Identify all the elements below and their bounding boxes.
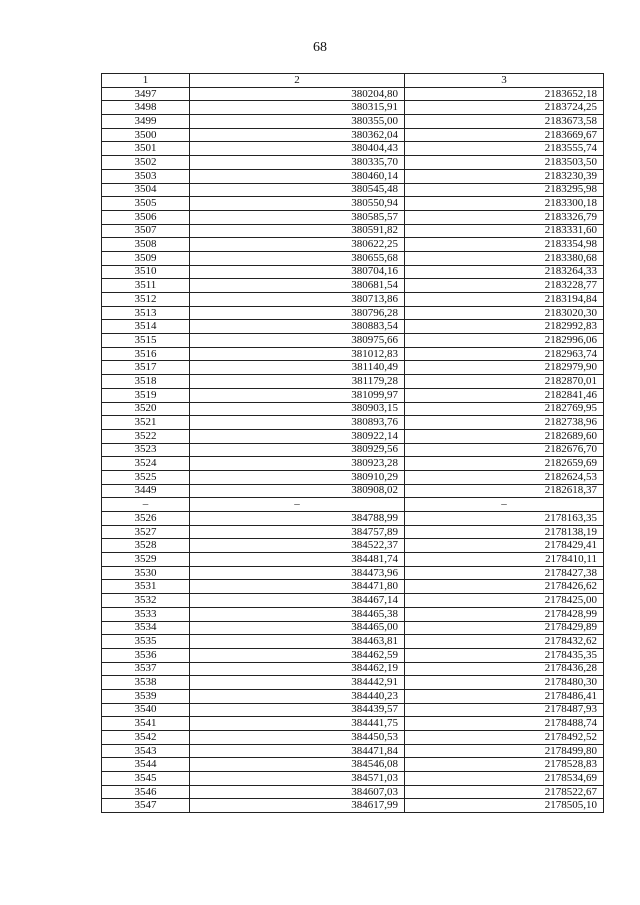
x-coordinate-cell: 380922,14 — [190, 429, 405, 443]
x-coordinate-cell: 381179,28 — [190, 375, 405, 389]
point-number-cell: 3497 — [102, 87, 190, 101]
table-row — [102, 265, 604, 279]
x-coordinate-cell: 380362,04 — [190, 128, 405, 142]
point-number-cell: 3527 — [102, 525, 190, 539]
x-coordinate-cell: 384465,00 — [190, 621, 405, 635]
point-number-cell: 3541 — [102, 717, 190, 731]
table-row — [102, 361, 604, 375]
table-row — [102, 388, 604, 402]
y-coordinate-cell: 2178425,00 — [405, 594, 604, 608]
point-number-cell: 3518 — [102, 375, 190, 389]
y-coordinate-cell: 2182996,06 — [405, 334, 604, 348]
point-number-cell: 3504 — [102, 183, 190, 197]
table-row — [102, 703, 604, 717]
x-coordinate-cell: 384607,03 — [190, 785, 405, 799]
point-number-cell: 3525 — [102, 470, 190, 484]
table-row — [102, 662, 604, 676]
table-row — [102, 197, 604, 211]
point-number-cell: 3524 — [102, 457, 190, 471]
table-row — [102, 320, 604, 334]
table-row — [102, 347, 604, 361]
point-number-cell: 3512 — [102, 293, 190, 307]
table-row — [102, 676, 604, 690]
column-header-2: 2 — [190, 74, 405, 88]
y-coordinate-cell: 2178492,52 — [405, 731, 604, 745]
point-number-cell: 3542 — [102, 731, 190, 745]
y-coordinate-cell: 2178487,93 — [405, 703, 604, 717]
point-number-cell: 3517 — [102, 361, 190, 375]
y-coordinate-cell: 2182979,90 — [405, 361, 604, 375]
point-number-cell: 3534 — [102, 621, 190, 635]
x-coordinate-cell: 380923,28 — [190, 457, 405, 471]
point-number-cell: 3515 — [102, 334, 190, 348]
y-coordinate-cell: 2178432,62 — [405, 635, 604, 649]
x-coordinate-cell: 381099,97 — [190, 388, 405, 402]
table-row — [102, 375, 604, 389]
x-coordinate-cell: 384757,89 — [190, 525, 405, 539]
y-coordinate-cell: 2182963,74 — [405, 347, 604, 361]
point-number-cell: 3503 — [102, 169, 190, 183]
y-coordinate-cell: 2178528,83 — [405, 758, 604, 772]
y-coordinate-cell: 2183669,67 — [405, 128, 604, 142]
point-number-cell: 3516 — [102, 347, 190, 361]
y-coordinate-cell: 2178522,67 — [405, 785, 604, 799]
point-number-cell: 3538 — [102, 676, 190, 690]
point-number-cell: 3510 — [102, 265, 190, 279]
y-coordinate-cell: 2183300,18 — [405, 197, 604, 211]
x-coordinate-cell: 380883,54 — [190, 320, 405, 334]
point-number-cell: 3540 — [102, 703, 190, 717]
point-number-cell: 3511 — [102, 279, 190, 293]
x-coordinate-cell: 380929,56 — [190, 443, 405, 457]
table-row — [102, 731, 604, 745]
y-coordinate-cell: 2182659,69 — [405, 457, 604, 471]
point-number-cell: 3537 — [102, 662, 190, 676]
y-coordinate-cell: 2183652,18 — [405, 87, 604, 101]
x-coordinate-cell: 380908,02 — [190, 484, 405, 498]
x-coordinate-cell: 384467,14 — [190, 594, 405, 608]
y-coordinate-cell: 2178429,41 — [405, 539, 604, 553]
y-coordinate-cell: 2178428,99 — [405, 607, 604, 621]
table-row — [102, 210, 604, 224]
point-number-cell: – — [102, 498, 190, 512]
table-row — [102, 416, 604, 430]
x-coordinate-cell: 384473,96 — [190, 566, 405, 580]
point-number-cell: 3546 — [102, 785, 190, 799]
x-coordinate-cell: 384442,91 — [190, 676, 405, 690]
point-number-cell: 3529 — [102, 553, 190, 567]
table-row — [102, 607, 604, 621]
x-coordinate-cell: 384788,99 — [190, 512, 405, 526]
x-coordinate-cell: 384462,59 — [190, 648, 405, 662]
x-coordinate-cell: 380893,76 — [190, 416, 405, 430]
table-row — [102, 758, 604, 772]
point-number-cell: 3532 — [102, 594, 190, 608]
y-coordinate-cell: 2182738,96 — [405, 416, 604, 430]
table-row — [102, 169, 604, 183]
x-coordinate-cell: 384471,84 — [190, 744, 405, 758]
table-row — [102, 457, 604, 471]
table-row — [102, 525, 604, 539]
point-number-cell: 3543 — [102, 744, 190, 758]
table-row — [102, 306, 604, 320]
y-coordinate-cell: 2182992,83 — [405, 320, 604, 334]
y-coordinate-cell: 2178429,89 — [405, 621, 604, 635]
y-coordinate-cell: 2183673,58 — [405, 115, 604, 129]
table-row — [102, 429, 604, 443]
point-number-cell: 3530 — [102, 566, 190, 580]
x-coordinate-cell: 384617,99 — [190, 799, 405, 813]
x-coordinate-cell: 380681,54 — [190, 279, 405, 293]
table-row — [102, 238, 604, 252]
x-coordinate-cell: 380903,15 — [190, 402, 405, 416]
table-row — [102, 224, 604, 238]
x-coordinate-cell: 380591,82 — [190, 224, 405, 238]
x-coordinate-cell: 380713,86 — [190, 293, 405, 307]
point-number-cell: 3522 — [102, 429, 190, 443]
table-row — [102, 689, 604, 703]
point-number-cell: 3520 — [102, 402, 190, 416]
y-coordinate-cell: 2183331,60 — [405, 224, 604, 238]
table-row — [102, 594, 604, 608]
table-row — [102, 279, 604, 293]
y-coordinate-cell: 2178480,30 — [405, 676, 604, 690]
table-row — [102, 101, 604, 115]
table-row — [102, 402, 604, 416]
point-number-cell: 3523 — [102, 443, 190, 457]
point-number-cell: 3535 — [102, 635, 190, 649]
point-number-cell: 3519 — [102, 388, 190, 402]
point-number-cell: 3526 — [102, 512, 190, 526]
x-coordinate-cell: 380550,94 — [190, 197, 405, 211]
point-number-cell: 3545 — [102, 772, 190, 786]
y-coordinate-cell: 2183724,25 — [405, 101, 604, 115]
point-number-cell: 3501 — [102, 142, 190, 156]
y-coordinate-cell: 2183326,79 — [405, 210, 604, 224]
point-number-cell: 3500 — [102, 128, 190, 142]
x-coordinate-cell: 380655,68 — [190, 251, 405, 265]
y-coordinate-cell: 2182624,53 — [405, 470, 604, 484]
x-coordinate-cell: 380204,80 — [190, 87, 405, 101]
y-coordinate-cell: 2183230,39 — [405, 169, 604, 183]
y-coordinate-cell: 2178426,62 — [405, 580, 604, 594]
x-coordinate-cell: 380796,28 — [190, 306, 405, 320]
table-row — [102, 142, 604, 156]
table-row — [102, 498, 604, 512]
x-coordinate-cell: 384439,57 — [190, 703, 405, 717]
point-number-cell: 3508 — [102, 238, 190, 252]
x-coordinate-cell: 384440,23 — [190, 689, 405, 703]
x-coordinate-cell: 384463,81 — [190, 635, 405, 649]
point-number-cell: 3506 — [102, 210, 190, 224]
point-number-cell: 3547 — [102, 799, 190, 813]
y-coordinate-cell: 2178505,10 — [405, 799, 604, 813]
y-coordinate-cell: 2183264,33 — [405, 265, 604, 279]
point-number-cell: 3509 — [102, 251, 190, 265]
y-coordinate-cell: 2178436,28 — [405, 662, 604, 676]
table-row — [102, 470, 604, 484]
x-coordinate-cell: 384471,80 — [190, 580, 405, 594]
x-coordinate-cell: 384546,08 — [190, 758, 405, 772]
y-coordinate-cell: 2182841,46 — [405, 388, 604, 402]
y-coordinate-cell: 2182676,70 — [405, 443, 604, 457]
y-coordinate-cell: 2182618,37 — [405, 484, 604, 498]
y-coordinate-cell: 2183194,84 — [405, 293, 604, 307]
y-coordinate-cell: 2178138,19 — [405, 525, 604, 539]
point-number-cell: 3533 — [102, 607, 190, 621]
table-row — [102, 635, 604, 649]
table-row — [102, 621, 604, 635]
x-coordinate-cell: 381012,83 — [190, 347, 405, 361]
y-coordinate-cell: – — [405, 498, 604, 512]
x-coordinate-cell: 380545,48 — [190, 183, 405, 197]
x-coordinate-cell: 384522,37 — [190, 539, 405, 553]
y-coordinate-cell: 2178427,38 — [405, 566, 604, 580]
y-coordinate-cell: 2183354,98 — [405, 238, 604, 252]
table-row — [102, 334, 604, 348]
point-number-cell: 3507 — [102, 224, 190, 238]
x-coordinate-cell: – — [190, 498, 405, 512]
y-coordinate-cell: 2183295,98 — [405, 183, 604, 197]
table-row — [102, 128, 604, 142]
point-number-cell: 3531 — [102, 580, 190, 594]
coordinates-table — [101, 73, 604, 813]
x-coordinate-cell: 384462,19 — [190, 662, 405, 676]
y-coordinate-cell: 2178534,69 — [405, 772, 604, 786]
x-coordinate-cell: 380315,91 — [190, 101, 405, 115]
x-coordinate-cell: 380585,57 — [190, 210, 405, 224]
x-coordinate-cell: 380355,00 — [190, 115, 405, 129]
x-coordinate-cell: 384465,38 — [190, 607, 405, 621]
table-row — [102, 553, 604, 567]
y-coordinate-cell: 2182689,60 — [405, 429, 604, 443]
table-row — [102, 156, 604, 170]
x-coordinate-cell: 381140,49 — [190, 361, 405, 375]
table-row — [102, 512, 604, 526]
point-number-cell: 3528 — [102, 539, 190, 553]
table-row — [102, 443, 604, 457]
x-coordinate-cell: 380622,25 — [190, 238, 405, 252]
table-row — [102, 785, 604, 799]
y-coordinate-cell: 2178410,11 — [405, 553, 604, 567]
table-row — [102, 648, 604, 662]
y-coordinate-cell: 2178488,74 — [405, 717, 604, 731]
x-coordinate-cell: 380404,43 — [190, 142, 405, 156]
point-number-cell: 3536 — [102, 648, 190, 662]
table-row — [102, 772, 604, 786]
table-row — [102, 484, 604, 498]
point-number-cell: 3499 — [102, 115, 190, 129]
y-coordinate-cell: 2183503,50 — [405, 156, 604, 170]
x-coordinate-cell: 384571,03 — [190, 772, 405, 786]
table-row — [102, 115, 604, 129]
y-coordinate-cell: 2183228,77 — [405, 279, 604, 293]
x-coordinate-cell: 384441,75 — [190, 717, 405, 731]
x-coordinate-cell: 380975,66 — [190, 334, 405, 348]
point-number-cell: 3521 — [102, 416, 190, 430]
table-row — [102, 293, 604, 307]
y-coordinate-cell: 2178163,35 — [405, 512, 604, 526]
x-coordinate-cell: 380910,29 — [190, 470, 405, 484]
table-row — [102, 539, 604, 553]
x-coordinate-cell: 380704,16 — [190, 265, 405, 279]
x-coordinate-cell: 380335,70 — [190, 156, 405, 170]
y-coordinate-cell: 2183555,74 — [405, 142, 604, 156]
y-coordinate-cell: 2182870,01 — [405, 375, 604, 389]
point-number-cell: 3544 — [102, 758, 190, 772]
point-number-cell: 3505 — [102, 197, 190, 211]
page-number: 68 — [313, 40, 327, 55]
table-row — [102, 566, 604, 580]
table-row — [102, 744, 604, 758]
y-coordinate-cell: 2183380,68 — [405, 251, 604, 265]
x-coordinate-cell: 380460,14 — [190, 169, 405, 183]
x-coordinate-cell: 384481,74 — [190, 553, 405, 567]
y-coordinate-cell: 2178486,41 — [405, 689, 604, 703]
point-number-cell: 3513 — [102, 306, 190, 320]
table-row — [102, 251, 604, 265]
y-coordinate-cell: 2183020,30 — [405, 306, 604, 320]
point-number-cell: 3498 — [102, 101, 190, 115]
point-number-cell: 3502 — [102, 156, 190, 170]
table-row — [102, 799, 604, 813]
y-coordinate-cell: 2178435,35 — [405, 648, 604, 662]
y-coordinate-cell: 2178499,80 — [405, 744, 604, 758]
x-coordinate-cell: 384450,53 — [190, 731, 405, 745]
y-coordinate-cell: 2182769,95 — [405, 402, 604, 416]
table-row — [102, 717, 604, 731]
table-header-row — [102, 74, 604, 88]
column-header-1: 1 — [102, 74, 190, 88]
point-number-cell: 3514 — [102, 320, 190, 334]
column-header-3: 3 — [405, 74, 604, 88]
table-row — [102, 183, 604, 197]
point-number-cell: 3449 — [102, 484, 190, 498]
table-row — [102, 87, 604, 101]
table-row — [102, 580, 604, 594]
point-number-cell: 3539 — [102, 689, 190, 703]
